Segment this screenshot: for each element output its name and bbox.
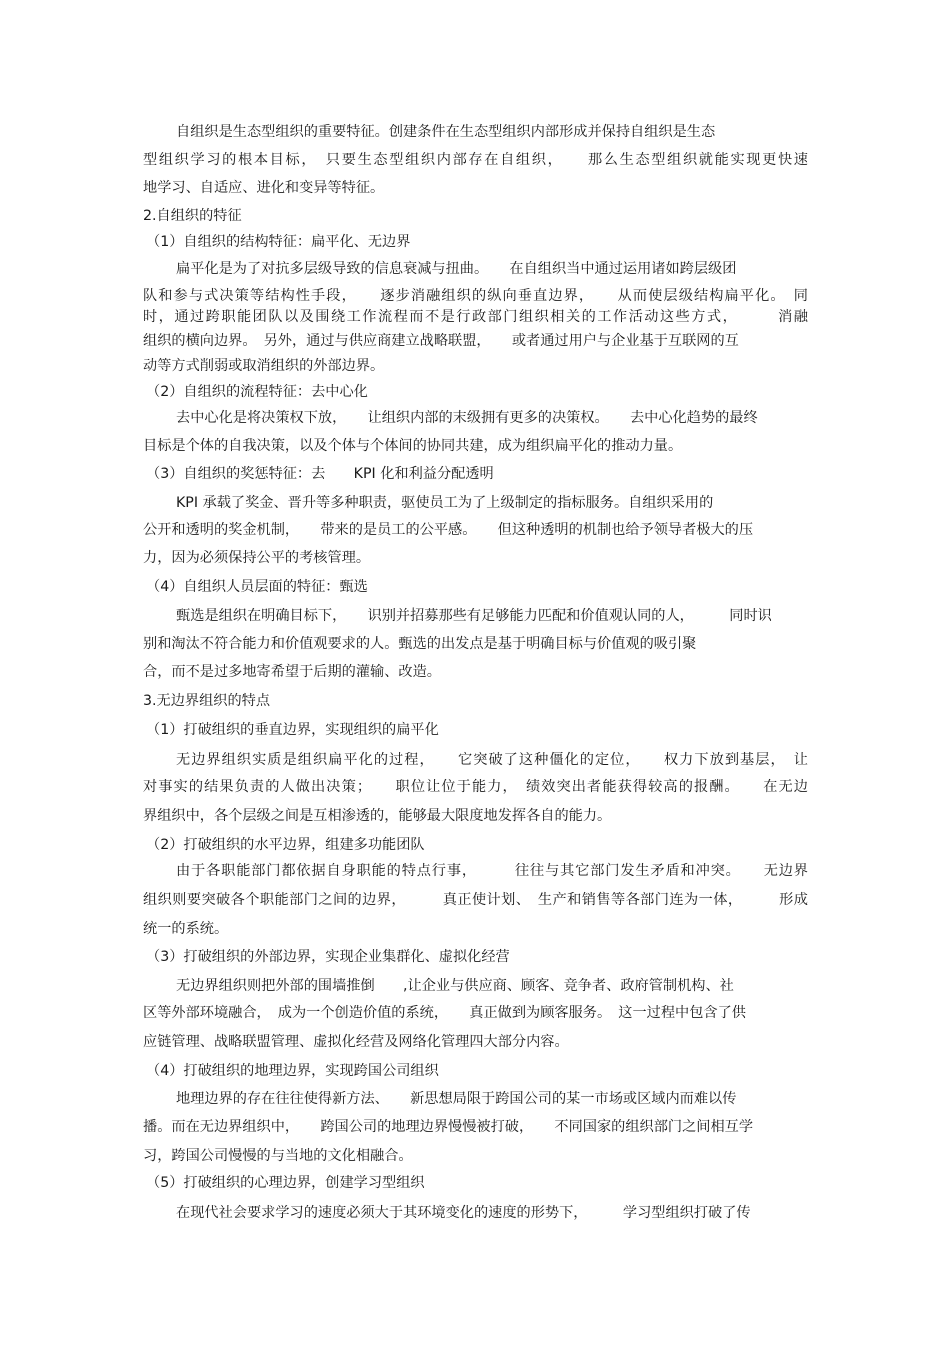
paragraph-line: KPI 承载了奖金、晋升等多种职责，驱使员工为了上级制定的指标服务。自组织采用的 [176,495,714,511]
paragraph-line: 甄选是组织在明确目标下， 识别并招募那些有足够能力匹配和价值观认同的人， 同时识 [176,608,772,624]
subsection-heading: （3）打破组织的外部边界，实现企业集群化、虚拟化经营 [146,949,510,965]
paragraph-line: 播。而在无边界组织中， 跨国公司的地理边界慢慢被打破， 不同国家的组织部门之间相互学 [143,1119,754,1135]
paragraph-line: 自组织是生态型组织的重要特征。创建条件在生态型组织内部形成并保持自组织是生态 [176,124,716,140]
paragraph-line: 地理边界的存在往往使得新方法、 新思想局限于跨国公司的某一市场或区域内而难以传 [176,1091,737,1107]
subsection-heading: （1）打破组织的垂直边界，实现组织的扁平化 [146,722,439,738]
paragraph-line: 区等外部环境融合， 成为一个创造价值的系统， 真正做到为顾客服务。 这一过程中包含了供 [143,1005,746,1021]
subsection-heading: （3）自组织的奖惩特征：去 KPI 化和利益分配透明 [146,466,494,482]
paragraph-line: 别和淘汰不符合能力和价值观要求的人。甄选的出发点是基于明确目标与价值观的吸引聚 [143,636,697,652]
paragraph-line: 目标是个体的自我决策，以及个体与个体间的协同共建，成为组织扁平化的推动力量。 [143,438,683,454]
paragraph-line: 扁平化是为了对抗多层级导致的信息衰减与扭曲。 在自组织当中通过运用诸如跨层级团 [176,261,737,277]
subsection-heading: （1）自组织的结构特征：扁平化、无边界 [146,234,411,250]
paragraph-line: 型组织学习的根本目标， 只要生态型组织内部存在自组织， 那么生态型组织就能实现更快速 [143,152,808,168]
paragraph-line: 对事实的结果负责的人做出决策； 职位让位于能力， 绩效突出者能获得较高的报酬。 在无边 [143,779,808,795]
paragraph-line: 时，通过跨职能团队以及围绕工作流程而不是行政部门组织相关的工作活动这些方式， 消融 [143,309,808,325]
paragraph-line: 由于各职能部门都依据自身职能的特点行事， 往往与其它部门发生矛盾和冲突。 无边界 [176,863,808,879]
paragraph-line: 无边界组织则把外部的围墙推倒 ,让企业与供应商、顾客、竞争者、政府管制机构、社 [176,978,734,994]
paragraph-line: 力，因为必须保持公平的考核管理。 [143,550,371,566]
section-heading: 2.自组织的特征 [143,208,242,224]
paragraph-line: 应链管理、战略联盟管理、虚拟化经营及网络化管理四大部分内容。 [143,1034,569,1050]
paragraph-line: 统一的系统。 [143,921,229,937]
paragraph-line: 组织的横向边界。 另外，通过与供应商建立战略联盟， 或者通过用户与企业基于互联网的互 [143,333,739,349]
paragraph-line: 界组织中，各个层级之间是互相渗透的，能够最大限度地发挥各自的能力。 [143,808,612,824]
paragraph-line: 动等方式削弱或取消组织的外部边界。 [143,358,385,374]
subsection-heading: （4）打破组织的地理边界，实现跨国公司组织 [146,1063,439,1079]
subsection-heading: （2）打破组织的水平边界，组建多功能团队 [146,837,425,853]
paragraph-line: 合，而不是过多地寄希望于后期的灌输、改造。 [143,664,441,680]
paragraph-line: 去中心化是将决策权下放， 让组织内部的末级拥有更多的决策权。 去中心化趋势的最终 [176,410,758,426]
paragraph-line: 在现代社会要求学习的速度必须大于其环境变化的速度的形势下， 学习型组织打破了传 [176,1205,751,1221]
paragraph-line: 公开和透明的奖金机制， 带来的是员工的公平感。 但这种透明的机制也给予领导者极大的压 [143,522,754,538]
section-heading: 3.无边界组织的特点 [143,693,271,709]
paragraph-line: 习，跨国公司慢慢的与当地的文化相融合。 [143,1148,413,1164]
paragraph-line: 组织则要突破各个职能部门之间的边界， 真正使计划、 生产和销售等各部门连为一体， 形成 [143,892,808,908]
paragraph-line: 无边界组织实质是组织扁平化的过程， 它突破了这种僵化的定位， 权力下放到基层， 让 [176,752,808,768]
subsection-heading: （4）自组织人员层面的特征：甄选 [146,579,368,595]
paragraph-line: 队和参与式决策等结构性手段， 逐步消融组织的纵向垂直边界， 从而使层级结构扁平化。 同 [143,288,808,304]
subsection-heading: （2）自组织的流程特征：去中心化 [146,384,368,400]
subsection-heading: （5）打破组织的心理边界，创建学习型组织 [146,1175,425,1191]
paragraph-line: 地学习、自适应、进化和变异等特征。 [143,180,385,196]
